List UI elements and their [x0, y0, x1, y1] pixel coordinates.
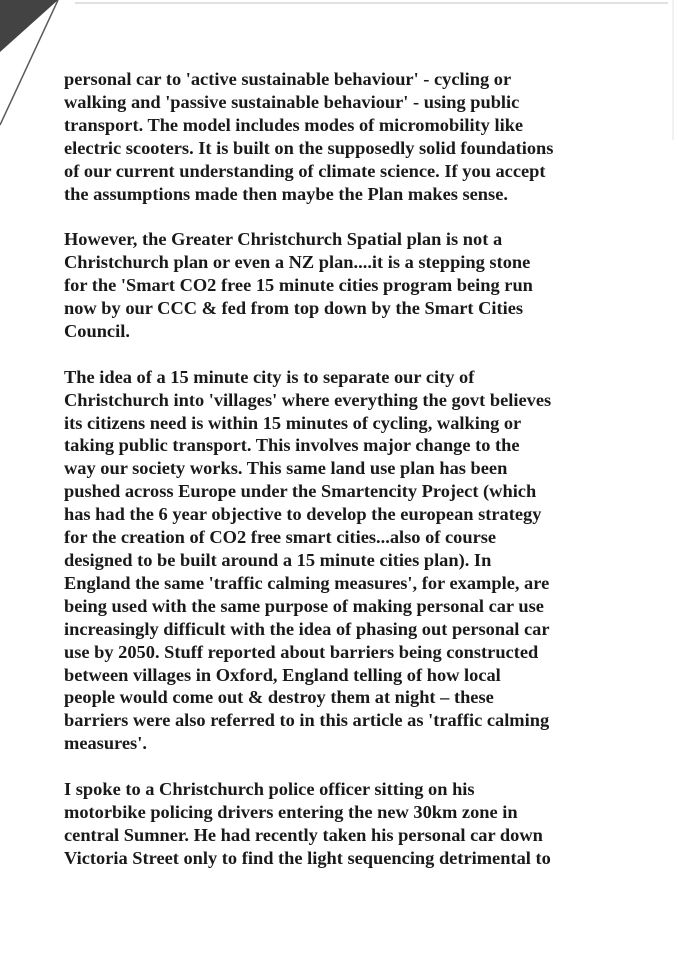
paragraph-2: [64, 228, 624, 343]
text-line: transport. The model includes modes of micromobility like: [64, 114, 524, 135]
text-line: taking public transport. This involves major change to the: [64, 435, 520, 456]
text-line: measures'.: [64, 733, 147, 754]
text-line: Victoria Street only to find the light sequencing detrimental to: [64, 847, 551, 868]
paragraph-4: [64, 778, 624, 870]
text-line: being used with the same purpose of making personal car use: [64, 595, 544, 616]
text-line: way our society works. This same land use plan has been: [64, 458, 508, 479]
text-line: for the 'Smart CO2 free 15 minute cities program being run: [64, 275, 533, 296]
text-line: people would come out & destroy them at night – these: [64, 687, 494, 708]
text-line: Christchurch plan or even a NZ plan....it is a stepping stone: [64, 252, 531, 273]
text-line: central Sumner. He had recently taken his personal car down: [64, 824, 543, 845]
text-line: use by 2050. Stuff reported about barriers being constructed: [64, 641, 539, 662]
text-line: walking and 'passive sustainable behaviour' - using public: [64, 91, 520, 112]
text-line: designed to be built around a 15 minute cities plan). In: [64, 550, 492, 570]
paragraph-1: [64, 68, 624, 205]
text-line: The idea of a 15 minute city is to separate our city of: [64, 366, 475, 387]
text-line: has had the 6 year objective to develop the european strategy: [64, 504, 542, 525]
text-line: However, the Greater Christchurch Spatial plan is not a: [64, 229, 503, 250]
document-body: [64, 68, 624, 870]
paragraph-spacer: [64, 343, 624, 366]
text-line: of our current understanding of climate science. If you accept: [64, 160, 546, 181]
text-line: its citizens need is within 15 minutes of cycling, walking or: [64, 412, 522, 433]
text-line: between villages in Oxford, England telling of how local: [64, 664, 501, 685]
text-line: I spoke to a Christchurch police officer sitting on his: [64, 779, 475, 800]
text-line: pushed across Europe under the Smartencity Project (which: [64, 481, 537, 502]
text-line: now by our CCC & fed from top down by the Smart Cities: [64, 298, 524, 319]
text-line: for the creation of CO2 free smart cities...also of course: [64, 527, 497, 548]
text-line: barriers were also referred to in this article as 'traffic calming: [64, 710, 550, 731]
paragraph-3: [64, 366, 624, 755]
paragraph-spacer: [64, 755, 624, 778]
text-line: electric scooters. It is built on the supposedly solid foundations: [64, 137, 554, 158]
text-line: increasingly difficult with the idea of phasing out personal car: [64, 618, 550, 639]
text-line: Christchurch into 'villages' where everything the govt believes: [64, 389, 552, 410]
paragraph-spacer: [64, 205, 624, 228]
text-line: motorbike policing drivers entering the new 30km zone in: [64, 801, 518, 822]
text-line: the assumptions made then maybe the Plan makes sense.: [64, 183, 508, 204]
text-line: personal car to 'active sustainable behaviour' - cycling or: [64, 69, 512, 89]
text-line: Council.: [64, 320, 130, 341]
text-line: England the same 'traffic calming measures', for example, are: [64, 572, 550, 593]
